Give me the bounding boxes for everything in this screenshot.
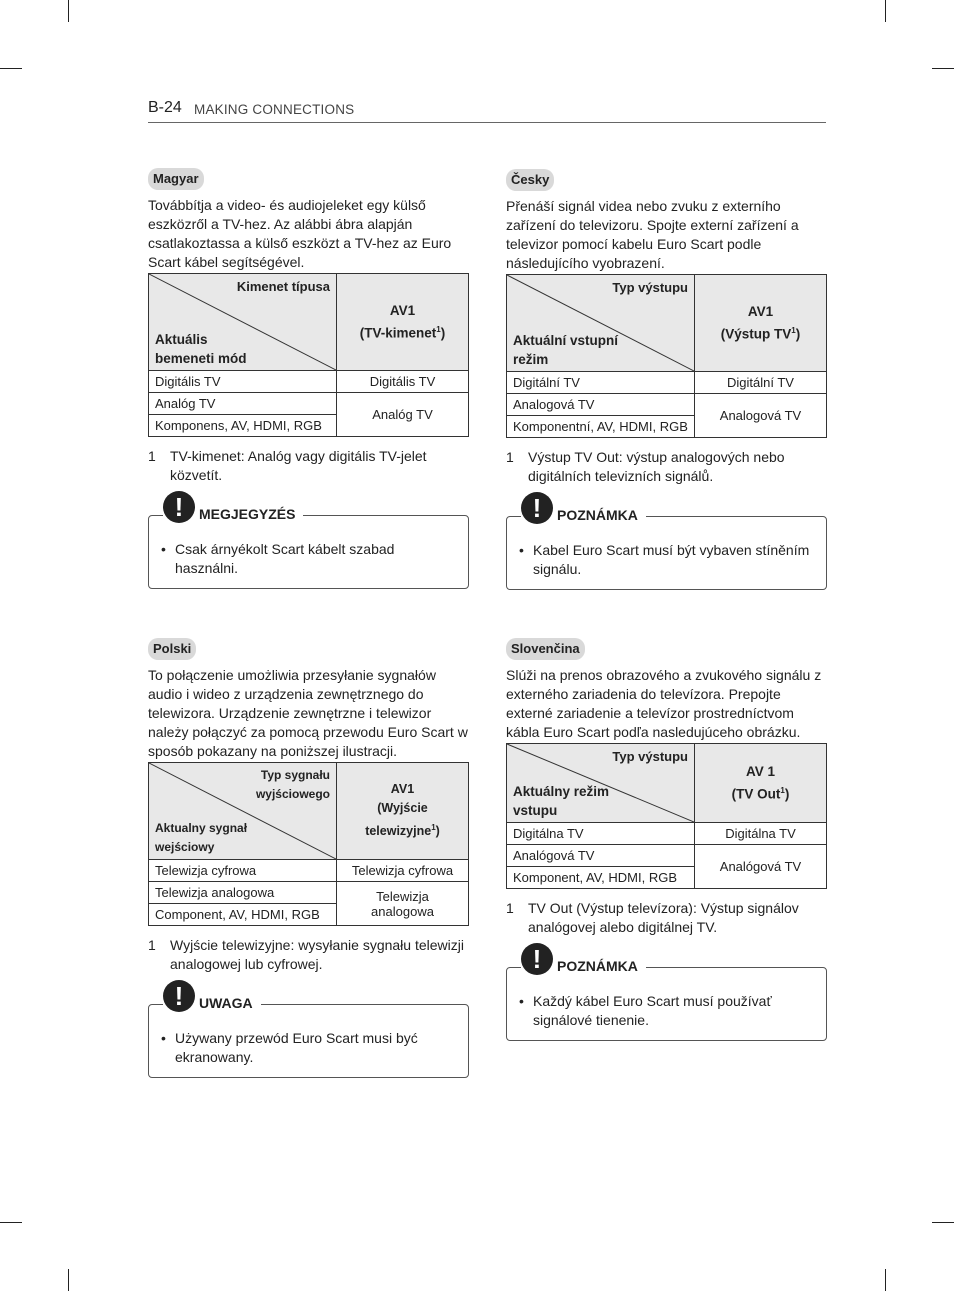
table-cell: Component, AV, HDMI, RGB	[149, 904, 337, 926]
intro-text: Přenáší signál videa nebo zvuku z externího zařízení do televizoru. Spojte externí zařízení a televizor pomocí kabelu Euro Scart podle následujícího vyobrazení.	[506, 198, 799, 271]
table-cell: Telewizja cyfrowa	[149, 860, 337, 882]
note-body: • Używany przewód Euro Scart musi być ekranowany.	[161, 1030, 418, 1065]
signal-table	[148, 273, 469, 437]
note-title: MEGJEGYZÉS	[199, 506, 296, 522]
output-type-label: Typ výstupu	[612, 749, 688, 764]
footnote: 1 TV Out (Výstup televízora): Výstup signálov analógovej alebo digitálnej TV.	[506, 900, 799, 935]
signal-table	[506, 743, 827, 889]
output-type-label: Typ sygnału wyjściowego	[255, 768, 330, 801]
table-cell: Telewizja analogowa	[337, 882, 469, 926]
note-title: POZNÁMKA	[557, 507, 638, 523]
av-sub-label: (TV-kimenet$^1$)	[359, 325, 446, 341]
av-header	[337, 274, 469, 371]
table-diagonal-header	[507, 744, 695, 823]
intro-text: To połączenie umożliwia przesyłanie sygnałów audio i wideo z urządzenia zewnętrznego do telewizora. Urządzenie zewnętrzne i telewizor należy połączyć za pomocą przewodu Euro Scart w sposób pokazany na poniższej ilustracji.	[148, 667, 468, 759]
signal-table	[148, 762, 469, 926]
note-title: POZNÁMKA	[557, 958, 638, 974]
av-label: AV1	[747, 304, 774, 320]
crop-mark	[885, 1269, 886, 1291]
current-mode-label: Aktuális bemeneti mód	[155, 332, 247, 366]
table-cell: Analógová TV	[507, 845, 695, 867]
note-heading	[521, 492, 646, 524]
crop-mark	[932, 1222, 954, 1223]
crop-mark	[68, 0, 69, 22]
section-magyar	[148, 168, 470, 589]
table-diagonal-header	[507, 275, 695, 372]
table-cell: Digitálna TV	[507, 823, 695, 845]
output-type-label: Typ výstupu	[612, 280, 688, 295]
language-label: Magyar	[148, 168, 204, 190]
table-cell: Analógová TV	[695, 845, 827, 889]
output-type-label: Kimenet típusa	[236, 279, 330, 294]
table-diagonal-header	[149, 274, 337, 371]
table-cell: Digitálna TV	[695, 823, 827, 845]
av-sub-label: (Výstup $TV^1$)	[720, 326, 801, 342]
note-box	[148, 492, 469, 589]
table-cell: Digitální TV	[507, 372, 695, 394]
note-body: • Každý kábel Euro Scart musí používať signálové tienenie.	[519, 993, 772, 1028]
av-sub-label: (Wyjście telewizyjne$^1$)	[365, 801, 440, 839]
av-sub-label: (TV Out$^1$)	[731, 786, 790, 802]
av-label: AV1	[390, 782, 415, 797]
current-mode-label: Aktuálny režim vstupu	[513, 784, 610, 818]
exclamation-icon: !	[521, 943, 553, 975]
note-heading	[163, 491, 303, 523]
note-box	[506, 944, 827, 1041]
table-cell: Analóg TV	[149, 393, 337, 415]
table-cell: Komponent, AV, HDMI, RGB	[507, 867, 695, 889]
language-label: Slovenčina	[506, 638, 585, 660]
table-cell: Komponentní, AV, HDMI, RGB	[507, 416, 695, 438]
footnote: 1 Wyjście telewizyjne: wysyłanie sygnału telewizji analogowej lub cyfrowej.	[148, 937, 464, 972]
intro-text: Slúži na prenos obrazového a zvukového signálu z externého zariadenia do televízora. Prepojte externé zariadenie a televízor prostredníctvom kábla Euro Scart podľa nasledujúceho obrázku.	[506, 667, 822, 740]
page-header	[148, 98, 826, 123]
crop-mark	[932, 68, 954, 69]
crop-mark	[0, 68, 22, 69]
crop-mark	[885, 0, 886, 22]
footnote: 1 TV-kimenet: Analóg vagy digitális TV-jelet közvetít.	[148, 448, 427, 483]
table-cell: Digitální TV	[695, 372, 827, 394]
table-cell: Analóg TV	[337, 393, 469, 437]
page-number: B-24	[148, 99, 182, 116]
exclamation-icon: !	[163, 980, 195, 1012]
table-cell: Telewizja cyfrowa	[337, 860, 469, 882]
table-cell: Digitális TV	[337, 371, 469, 393]
av-label: AV 1	[745, 764, 775, 780]
note-body: • Kabel Euro Scart musí být vybaven stíněním signálu.	[519, 542, 810, 577]
note-box	[148, 981, 469, 1078]
note-body: • Csak árnyékolt Scart kábelt szabad használni.	[161, 541, 395, 576]
crop-mark	[0, 1222, 22, 1223]
signal-table	[506, 274, 827, 438]
note-heading	[163, 980, 261, 1012]
table-cell: Analogová TV	[695, 394, 827, 438]
av-header	[337, 763, 469, 860]
exclamation-icon: !	[521, 492, 553, 524]
note-title: UWAGA	[199, 995, 253, 1011]
current-mode-label: Aktuální vstupní režim	[513, 333, 619, 367]
crop-mark	[68, 1269, 69, 1291]
table-cell: Telewizja analogowa	[149, 882, 337, 904]
av-header	[695, 744, 827, 823]
language-label: Polski	[148, 638, 196, 660]
exclamation-icon: !	[163, 491, 195, 523]
av-header	[695, 275, 827, 372]
chapter-title: MAKING CONNECTIONS	[194, 102, 355, 117]
table-cell: Analogová TV	[507, 394, 695, 416]
table-cell: Komponens, AV, HDMI, RGB	[149, 415, 337, 437]
language-label: Česky	[506, 169, 554, 191]
intro-text: Továbbítja a video- és audiojeleket egy külső eszközről a TV-hez. Az alábbi ábra alapján csatlakoztassa a külső eszközt a TV-hez az Euro Scart kábel segítségével.	[148, 197, 452, 270]
note-box	[506, 493, 827, 590]
table-cell: Digitális TV	[149, 371, 337, 393]
section-cesky	[506, 169, 828, 590]
table-diagonal-header	[149, 763, 337, 860]
section-polski	[148, 638, 470, 1078]
note-heading	[521, 943, 646, 975]
current-mode-label: Aktualny sygnał wejściowy	[155, 821, 248, 854]
footnote: 1 Výstup TV Out: výstup analogových nebo digitálních televizních signálů.	[506, 449, 785, 484]
section-slovencina	[506, 638, 828, 1041]
av-label: AV1	[389, 303, 416, 319]
